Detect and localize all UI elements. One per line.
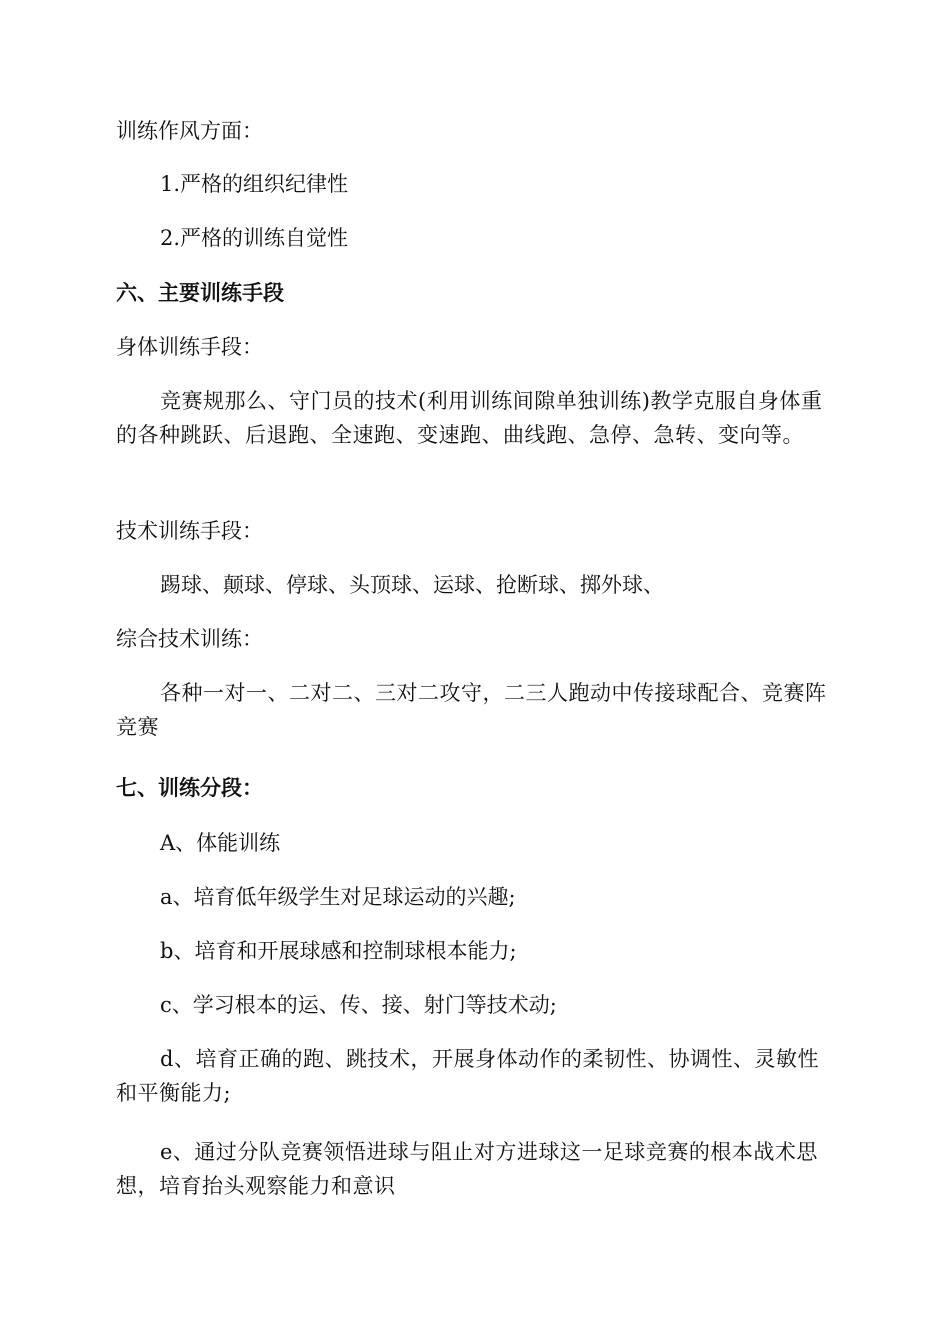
- paragraph-training-style: 训练作风方面：: [116, 119, 263, 143]
- list-item-discipline: 1.严格的组织纪律性: [160, 172, 349, 196]
- paragraph-technical-details: 踢球、颠球、停球、头顶球、运球、抢断球、掷外球、: [160, 573, 664, 597]
- paragraph-combined-training: 综合技术训练：: [116, 627, 263, 651]
- list-item-c: c、学习根本的运、传、接、射门等技术动;: [160, 993, 557, 1017]
- paragraph-technical-training: 技术训练手段：: [116, 519, 263, 543]
- list-item-b: b、培育和开展球感和控制球根本能力;: [160, 939, 517, 963]
- list-item-self-awareness: 2.严格的训练自觉性: [160, 226, 349, 250]
- paragraph-combined-details: 各种一对一、二对二、三对二攻守，二三人跑动中传接球配合、竞赛阵竞赛: [116, 681, 827, 739]
- list-item-fitness: A、体能训练: [160, 831, 281, 855]
- paragraph-physical-training: 身体训练手段：: [116, 335, 263, 359]
- list-item-d: d、培育正确的跑、跳技术，开展身体动作的柔韧性、协调性、灵敏性和平衡能力;: [116, 1047, 819, 1105]
- list-item-e: e、通过分队竞赛领悟进球与阻止对方进球这一足球竞赛的根本战术思想，培育抬头观察能力和意识: [116, 1140, 818, 1198]
- paragraph-physical-details: 竞赛规那么、守门员的技术(利用训练间隙单独训练)教学克服自身体重的各种跳跃、后退跑、全速跑、变速跑、曲线跑、急停、急转、变向等。: [116, 389, 823, 447]
- list-item-a: a、培育低年级学生对足球运动的兴趣;: [160, 885, 516, 909]
- section-heading-7: 七、训练分段：: [116, 776, 263, 800]
- section-heading-6: 六、主要训练手段: [116, 281, 284, 305]
